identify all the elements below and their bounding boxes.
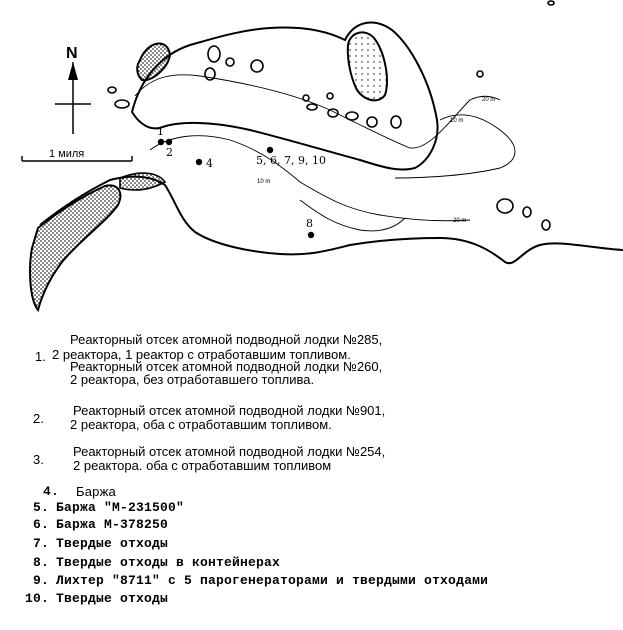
peninsula-island (348, 32, 387, 100)
legend-number: 1. (35, 349, 46, 364)
legend-line: Реакторный отсек атомной подводной лодки №260, (70, 359, 383, 374)
legend-text: Твердые отходы (56, 591, 169, 606)
legend-line: Реакторный отсек атомной подводной лодки №901, (73, 403, 386, 418)
dump-sites (157, 125, 326, 238)
site-marker (166, 139, 172, 145)
site-marker (196, 159, 202, 165)
upper-left-island (137, 44, 170, 81)
legend-number: 5. (33, 500, 50, 515)
depth-contours (135, 75, 515, 231)
site-label: 4 (206, 157, 213, 170)
legend-number: 3. (33, 452, 44, 467)
north-shoreline (132, 23, 438, 170)
legend-text: Твердые отходы в контейнерах (56, 555, 281, 570)
legend-number: 10. (25, 591, 50, 606)
legend-text: Лихтер "8711" с 5 парогенераторами и твердыми отходами (56, 573, 489, 588)
lower-left-landmass-2 (120, 173, 165, 190)
islets (108, 1, 554, 230)
depth-label: 10 m (450, 118, 464, 124)
legend-number: 4. (43, 484, 60, 499)
legend-line: Реакторный отсек атомной подводной лодки №254, (73, 444, 386, 459)
north-label: N (66, 45, 78, 62)
legend-text: Твердые отходы (56, 536, 169, 551)
legend-line: Реакторный отсек атомной подводной лодки №285, (70, 332, 383, 347)
legend-text: Баржа (76, 484, 116, 499)
depth-label: 10 m (257, 179, 271, 185)
depth-label: 20 m (482, 97, 496, 103)
site-marker (158, 139, 164, 145)
legend-text: Баржа М-378250 (56, 517, 169, 532)
legend-number: 9. (33, 573, 50, 588)
legend-number: 8. (33, 555, 50, 570)
site-label: 5, 6, 7, 9, 10 (256, 154, 326, 167)
scale-bar (22, 148, 132, 161)
legend-line: 2 реактора. оба с отработавшим топливом (73, 458, 332, 473)
depth-label: 20 m (453, 218, 467, 224)
site-marker (308, 232, 314, 238)
legend-line: 2 реактора, без отработавшего топлива. (70, 372, 315, 387)
legend-number: 2. (33, 411, 44, 426)
site-marker (267, 147, 273, 153)
site-label: 2 (166, 146, 173, 159)
legend-line: 2 реактора, оба с отработавшим топливом. (70, 417, 332, 432)
site-label: 1 (157, 125, 164, 138)
legend-text: Баржа "М-231500" (56, 500, 185, 515)
legend-number: 7. (33, 536, 50, 551)
legend-line: 2 реактора, 1 реактор с отработавшим топливом. (52, 347, 351, 362)
scale-label: 1 миля (49, 148, 85, 160)
site-label: 8 (306, 217, 313, 230)
legend-number: 6. (33, 517, 50, 532)
north-arrow (55, 45, 91, 134)
lower-left-landmass (30, 185, 120, 310)
